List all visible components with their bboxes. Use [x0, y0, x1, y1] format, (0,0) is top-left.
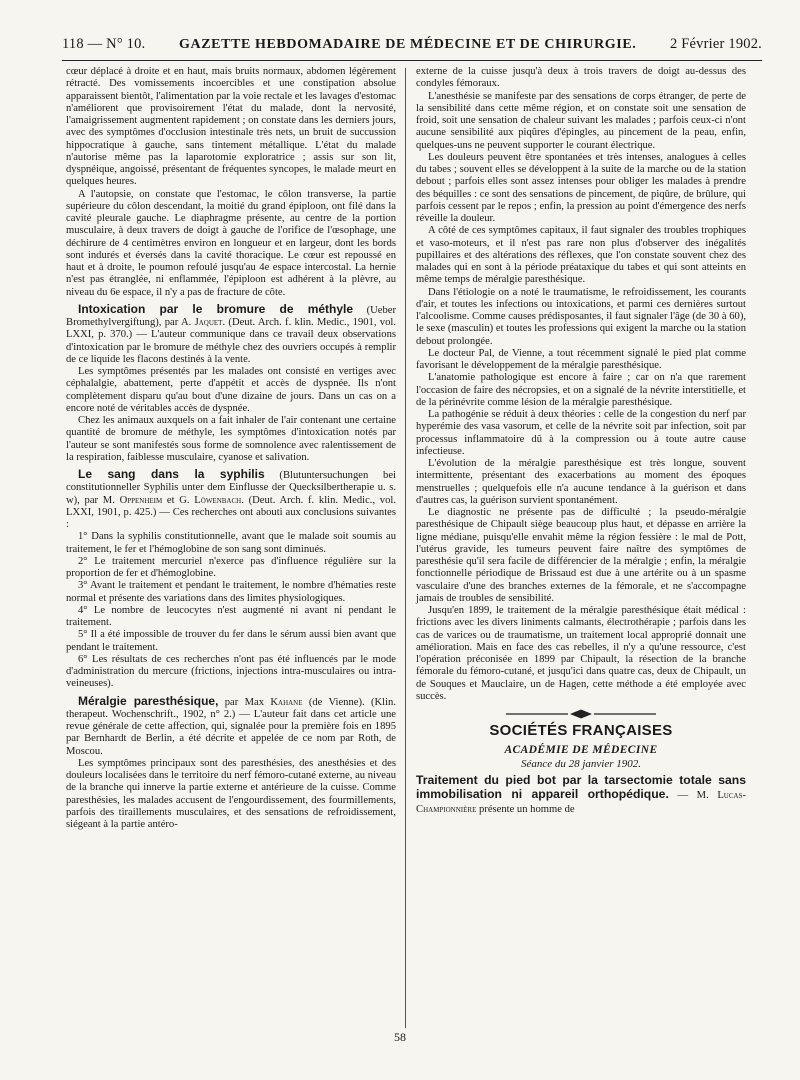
paragraph: Le docteur Pal, de Vienne, a tout récemment signalé le pied plat comme favorisant le développement de la méralgie paresthésique. [416, 347, 746, 371]
paragraph: L'anatomie pathologique est encore à faire ; car on n'a que rarement l'occasion de faire des nécropsies, et on a signalé de la névrite interstitielle, et de la périnévrite comme lésion de la méralgie paresthésique. [416, 372, 746, 408]
paragraph: A l'autopsie, on constate que l'estomac, le côlon transverse, la partie supérieure du côlon descendant, la moitié du grand épiploon, ont filé dans la cavité pleurale gauche. Le diaphragme présente, au centre de la portion musculaire, à deux travers de doigt à gauche de l'orifice de l'œsophage, une déchirure de 4 centimètres environ en longueur et en largeur, dont les bords sont indurés et éversés dans la cavité thoracique. Le cœur est repoussé en haut et à droite, le poumon refoulé jusqu'au 4e espace intercostal. La hernie n'est pas étranglée, ni enflammée, l'épiploon est adhérent à la plèvre, au niveau du 6e espace, il n'y a pas de fracture de côte. [66, 188, 396, 298]
article-heading: Le sang dans la syphilis [78, 467, 265, 481]
column-divider [405, 68, 406, 1028]
paragraph: Jusqu'en 1899, le traitement de la méralgie paresthésique était médical : frictions avec les divers liniments calmants, électrothérapie ; parfois dans les cas de varices ou de traumatisme, un traitement local approprié donnait une amélioration. Mais en face des cas rebelles, il n'y a qu'une ressource, c'est l'opération préconisée en 1899 par Chipault, la résection de la branche fémorale du fémoro-cutané, et jusqu'ici dans quatre cas, deux de Chipault, un de Souques et Mauclaire, un de Hagen, cette méthode a été employée avec succès. [416, 605, 746, 702]
paragraph: L'anesthésie se manifeste par des sensations de corps étranger, de perte de la sensibilité dans cette même région, et on constate soit une sensation de froid, soit une sensation de chaleur suivant les malades ; parfois ceux-ci n'ont aucune sensibilité aux piqûres d'épingles, au pincement de la peau, enfin, quelques-uns ne peuvent supporter le courant électrique. [416, 90, 746, 151]
article-heading: Traitement du pied bot par la tarsectomie totale sans immobilisation ni appareil orthopédique. [416, 773, 746, 801]
running-header [62, 36, 762, 60]
conclusion-item: 6° Les résultats de ces recherches n'ont pas été influencés par le mode d'administration du mercure (frictions, injections intra-musculaires ou intra-veineuses). [66, 653, 396, 690]
article-tarsectomie: Traitement du pied bot par la tarsectomie totale sans immobilisation ni appareil orthopédique. — M. Lucas-Championnière présente un homme de [416, 773, 746, 815]
conclusion-item: 3° Avant le traitement et pendant le traitement, le nombre d'hématies reste normal et présente des variations dans des limites physiologiques. [66, 580, 396, 604]
article-sang-syphilis: Le sang dans la syphilis (Blutuntersuchungen bei constitutionneller Syphilis unter dem Einflusse der Quecksilbertherapie u. s. w), par M. Oppenheim et G. Löwenbach. (Deut. Arch. f. klin. Medic., vol. LXXI, 1901, p. 425.) — Ces recherches ont abouti aux conclusions suivantes : [66, 467, 397, 530]
conclusion-item: 5° Il a été impossible de trouver du fer dans le sérum aussi bien avant que pendant le traitement. [66, 629, 396, 653]
conclusion-item: 1° Dans la syphilis constitutionnelle, avant que le malade soit soumis au traitement, le fer et l'hémoglobine de son sang sont diminués. [66, 531, 396, 555]
ornament-divider-icon [416, 709, 746, 721]
paragraph: Les symptômes principaux sont des paresthésies, des anesthésies et des douleurs localisées dans le territoire du nerf fémoro-cutané externe, au niveau de la branche qui innerve la partie externe et antérieure de la cuisse. Comme paresthésies, les malades accusent de l'engourdissement, des fourmillements, parfois des tiraillements musculaires, et des sensations de refroidissement, siégeant à la partie antéro- [66, 757, 396, 830]
paragraph: Le diagnostic ne présente pas de difficulté ; la pseudo-méralgie paresthésique de Chipault siège beaucoup plus haut, et dépasse en arrière la ligne médiane, puisqu'elle envahit même la région fessière : le mal de Pott, l'utérus gravide, les tumeurs peuvent faire naître des symptômes de paresthésie qu'il sera facile de différencier de la méralgie ; enfin, la méralgie fonctionnelle périodique de Brissaud est due à une artérite ou à un spasme vasculaire d'une des branches externes de la fémorale, et ne s'accompagne jamais de troubles de sensibilité. [416, 507, 746, 604]
header-rule [62, 60, 762, 61]
paragraph: cœur déplacé à droite et en haut, mais bruits normaux, abdomen légèrement rétracté. Des vomissements incoercibles et une constipation absolue apparaissent bientôt, l'alimentation par la voie rectale et les lavages d'estomac n'améliorent que provisoirement l'état du malade, dont la nervosité, l'amaigrissement augmentent rapidement ; on constate dans les derniers jours, avec des symptômes d'occlusion intestinale très nets, un bruit de succussion hippocratique à gauche, sans tintement métallique. L'état du malade n'autorise même pas la laparotomie exploratrice ; assis sur son lit, dyspnéique, angoissé, présentant de fréquentes syncopes, le malade meurt en quelques heures. [66, 66, 396, 188]
society-name: ACADÉMIE DE MÉDECINE [504, 743, 658, 756]
article-meralgie: Méralgie paresthésique, par Max Kahane (de Vienne). (Klin. therapeut. Wochenschrift., 1902, n° 2.) — L'auteur fait dans cet article une revue générale de cette affection, qui, signalée pour la première fois en 1895 par Bernhardt de Berlin, a été décrite et appelée de ce nom par Roth, de Moscou. [66, 693, 396, 757]
issue-date: 2 Février 1902. [670, 36, 762, 52]
article-intoxication: Intoxication par le bromure de méthyle (Ueber Bromethylvergiftung), par A. Jaquet. (Deut. Arch. f. klin. Medic., 1901, vol. LXXI, p. 370.) — L'auteur communique dans ce travail deux observations d'intoxication par le bromure de méthyle chez des ouvriers occupés à remplir de ce liquide les flacons destinés à la vente. [66, 301, 397, 365]
paragraph: Les douleurs peuvent être spontanées et très intenses, analogues à celles du tabes ; souvent elles se développent à la suite de la marche ou de la station debout ; parfois elles sont assez intenses pour obliger les malades à prendre des béquilles : ce sont des sensations de pincement, de piqûre, de brûlure, qui parfois cessent par le repos ; enfin, la pression au point d'émergence des nerfs réveille la douleur. [416, 151, 746, 224]
paragraph: La pathogénie se réduit à deux théories : celle de la congestion du nerf par hyperémie des vasa vasorum, et celle de la névrite soit par infection, soit par processus inflammatoire dû à la compression ou à toute autre cause infectieuse. [416, 409, 746, 457]
session-date: Séance du 28 janvier 1902. [520, 757, 642, 770]
article-heading: Intoxication par le bromure de méthyle [78, 301, 354, 316]
author-name: Jaquet [194, 317, 223, 328]
paragraph: L'évolution de la méralgie paresthésique est très longue, souvent intermittente, présentant des exacerbations au moment des époques menstruelles ; quelquefois elle n'a aucune tendance à la guérison et dans d'autres cas, la guérison survient spontanément. [416, 458, 746, 506]
article-heading: Méralgie paresthésique, [78, 693, 219, 708]
paragraph: Chez les animaux auxquels on a fait inhaler de l'air contenant une certaine quantité de bromure de méthyle, les symptômes d'intoxication notés par l'auteur se sont manifestés sous forme de somnolence avec ralentissement de la respiration, faiblesse musculaire, cyanose et salivation. [66, 415, 396, 463]
paragraph: Dans l'étiologie on a noté le traumatisme, le refroidissement, les courants d'air, et toutes les infections ou intoxications, et parmi ces dernières surtout l'alcoolisme. Comme causes prédisposantes, il faut signaler l'âge (de 30 à 60), le sexe (masculin) et toutes les professions qui exigent la marche ou la station debout prolongée. [416, 286, 746, 347]
paragraph: externe de la cuisse jusqu'à deux à trois travers de doigt au-dessus des condyles fémoraux. [416, 66, 746, 90]
author-name: Löwenbach [194, 494, 242, 506]
paragraph: A côté de ces symptômes capitaux, il faut signaler des troubles trophiques et vaso-moteurs, et il n'est pas rare non plus d'observer des inégalités pupillaires et des altérations des réflexes, que l'on constate souvent chez des malades qui en sont à la période préataxique du tabes et qui sont atteints en même temps de méralgie paresthésique. [416, 225, 746, 286]
conclusion-item: 4° Le nombre de leucocytes n'est augmenté ni avant ni pendant le traitement. [66, 604, 396, 628]
folio-number: 58 [394, 1030, 406, 1044]
author-name: Lucas-Championnière [416, 789, 746, 815]
page-number-issue: 118 — N° 10. [62, 36, 146, 52]
right-column [416, 66, 746, 817]
section-title: SOCIÉTÉS FRANÇAISES [489, 722, 673, 740]
author-name: Oppenheim [119, 494, 163, 506]
conclusion-item: 2° Le traitement mercuriel n'exerce pas d'influence régulière sur la proportion de fer et d'hémoglobine. [66, 555, 396, 579]
journal-title: GAZETTE HEBDOMADAIRE DE MÉDECINE ET DE CHIRURGIE. [179, 37, 637, 52]
left-column [66, 66, 396, 831]
author-name: Kahane [270, 696, 303, 708]
paragraph: Les symptômes présentés par les malades ont consisté en vertiges avec céphalalgie, abattement, perte d'appétit et accès de dyspnée. Ils n'ont complètement disparu qu'au bout d'une dizaine de jours. Dans un cas on a encore noté de véritables accès de dyspnée. [66, 366, 396, 414]
